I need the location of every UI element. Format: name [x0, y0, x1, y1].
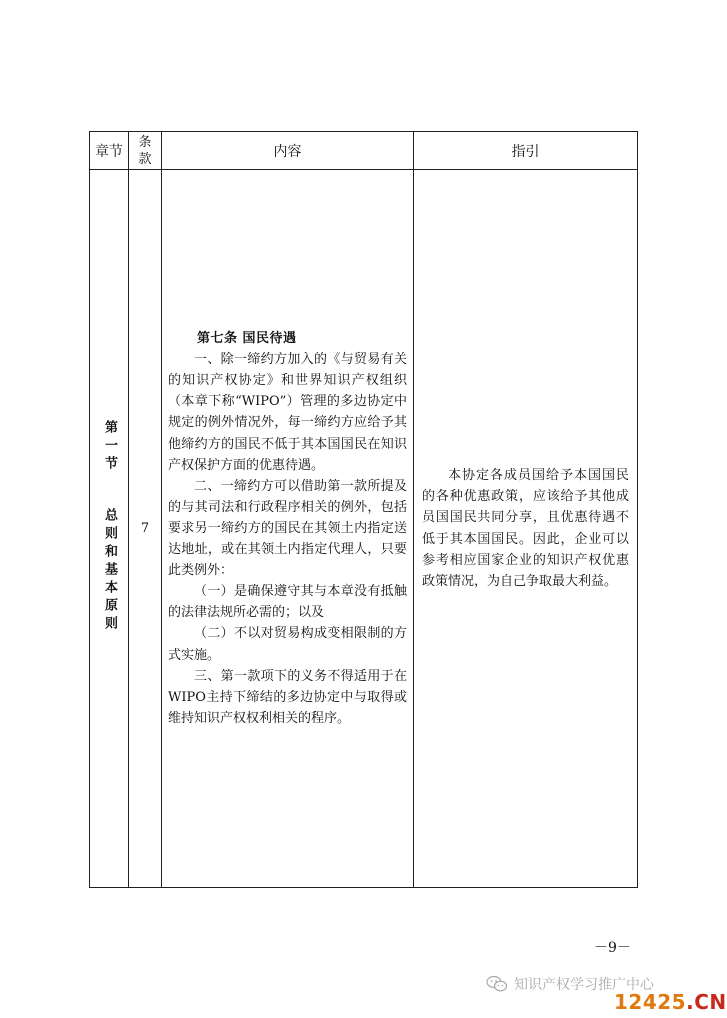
header-content: 内容: [162, 132, 414, 170]
guide-text: 本协定各成员国给予本国国民的各种优惠政策，应该给予其他成员国国民共同分享，且优惠待遇不低于其本国国民。因此，企业可以参考相应国家企业的知识产权优惠政策情况，为自己争取最大利益。: [422, 467, 629, 589]
article-text: [168, 328, 407, 729]
header-clause-text: 条款: [138, 134, 152, 167]
chapter-section-number: 第一节: [102, 419, 117, 474]
watermark-text: 知识产权学习推广中心: [514, 977, 654, 993]
page-number: －9－: [594, 940, 631, 956]
chapter-cell: [90, 170, 129, 888]
table-header-row: [90, 132, 638, 170]
chapter-section-title: 总则和基本原则: [102, 507, 117, 634]
clause-number: 7: [129, 170, 162, 888]
content-cell: [162, 170, 414, 888]
paragraph-2: 二、一缔约方可以借助第一款所提及的与其司法和行政程序相关的例外，包括要求另一缔约方的国民在其领土内指定送达地址，或在其领土内指定代理人，只要此类例外：: [168, 478, 407, 579]
header-clause: [129, 132, 162, 170]
paragraph-1: 一、除一缔约方加入的《与贸易有关的知识产权协定》和世界知识产权组织（本章下称“WIPO”）管理的多边协定中规定的例外情况外，每一缔约方应给予其他缔约方的国民不低于其本国国民在知识产权保护方面的优惠待遇。: [168, 352, 407, 473]
paragraph-2-item-1: （一）是确保遵守其与本章没有抵触的法律法规所必需的；以及: [168, 584, 407, 621]
article-title: 第七条 国民待遇: [197, 331, 297, 347]
site-logo-tld: .CN: [686, 990, 727, 1014]
guide-cell: [414, 170, 638, 888]
paragraph-3: 三、第一款项下的义务不得适用于在WIPO主持下缔结的多边协定中与取得或维持知识产权权利相关的程序。: [168, 668, 407, 726]
site-logo-number: 12425: [614, 990, 687, 1014]
table-row: [90, 170, 638, 888]
header-guide: 指引: [414, 132, 638, 170]
provisions-table: [89, 131, 638, 888]
site-logo: [614, 990, 727, 1014]
header-chapter: 章节: [90, 132, 129, 170]
wechat-icon: [486, 975, 508, 993]
paragraph-2-item-2: （二）不以对贸易构成变相限制的方式实施。: [168, 626, 407, 663]
